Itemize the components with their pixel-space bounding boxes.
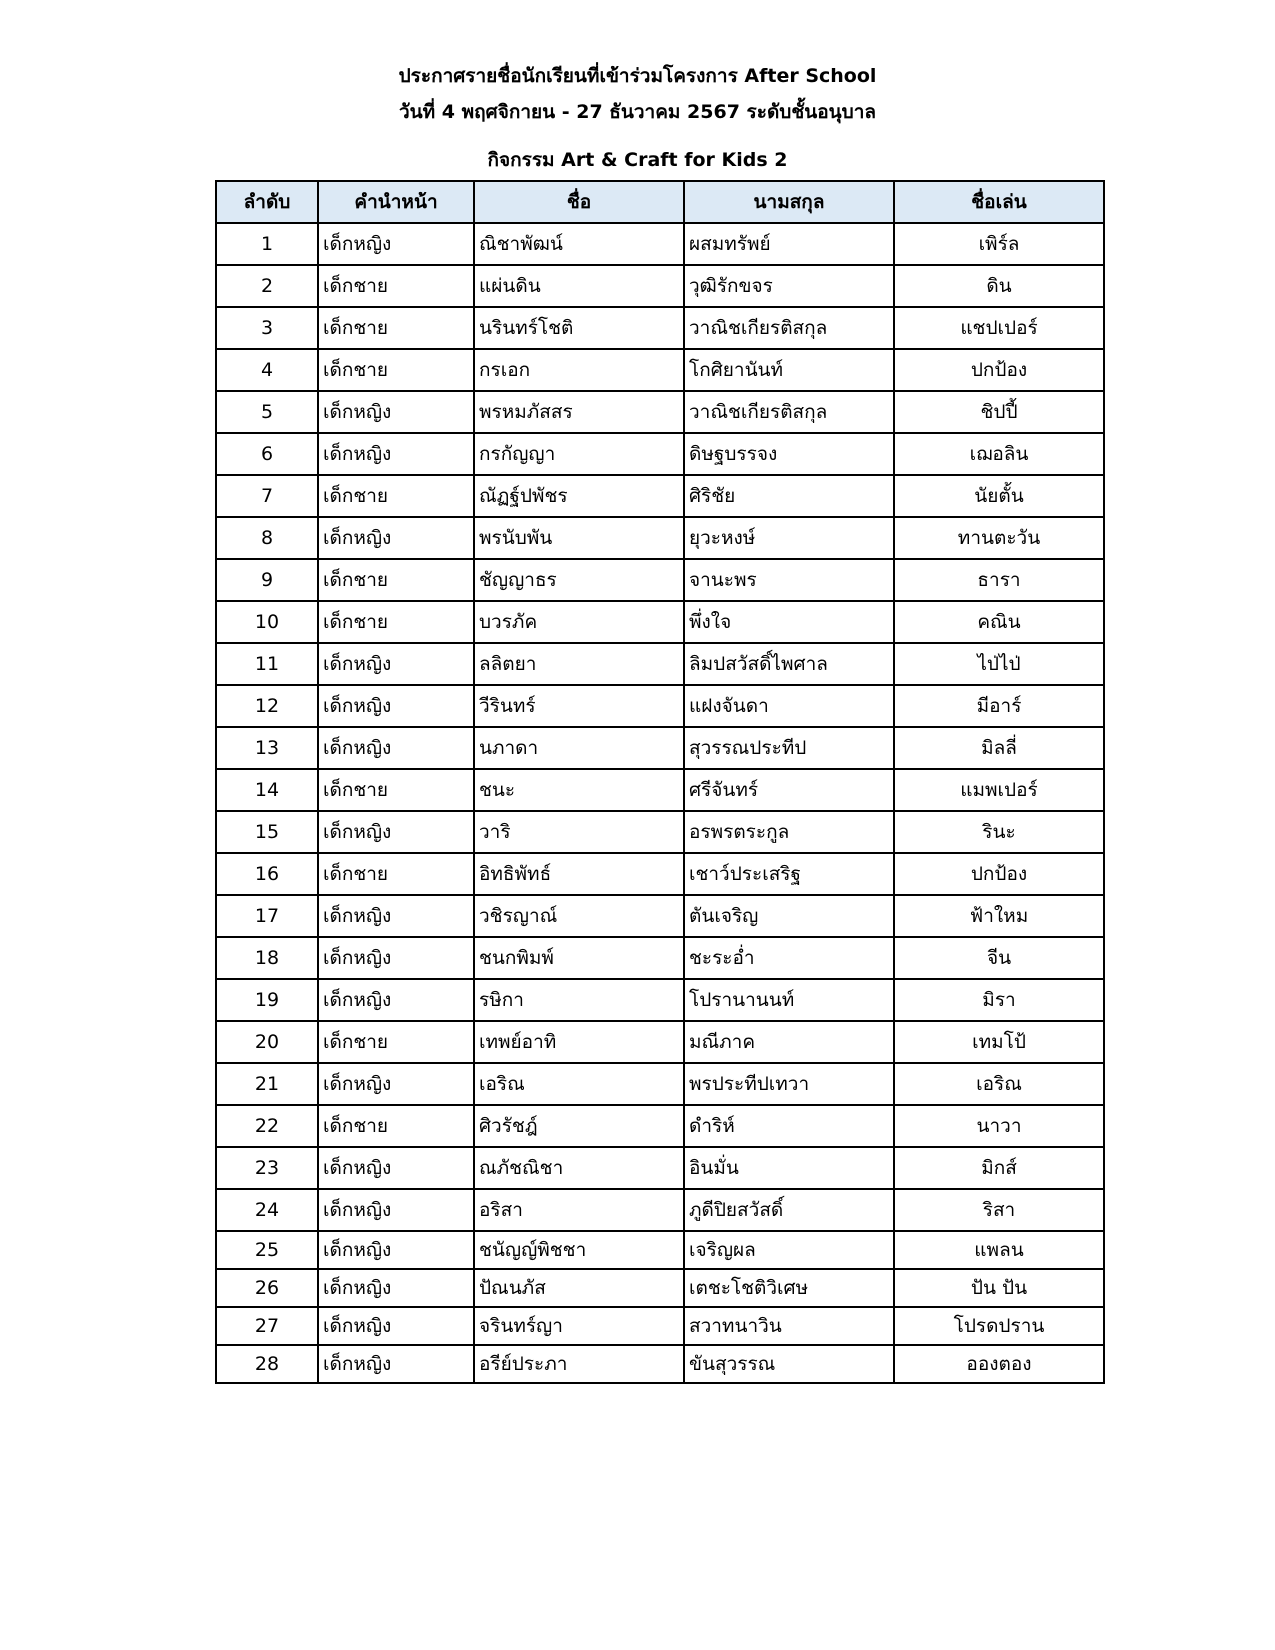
cell-nickname: โปรดปราน [894,1307,1104,1345]
cell-nickname: แชปเปอร์ [894,307,1104,349]
column-header-number: ลำดับ [216,181,318,223]
cell-prefix: เด็กชาย [318,475,474,517]
cell-prefix: เด็กชาย [318,601,474,643]
cell-nickname: คณิน [894,601,1104,643]
cell-prefix: เด็กชาย [318,349,474,391]
cell-nickname: ไป่ไป่ [894,643,1104,685]
cell-number: 26 [216,1269,318,1307]
cell-number: 8 [216,517,318,559]
cell-prefix: เด็กหญิง [318,1063,474,1105]
cell-last-name: ผสมทรัพย์ [684,223,894,265]
cell-prefix: เด็กหญิง [318,1189,474,1231]
cell-first-name: ชัญญาธร [474,559,684,601]
table-row [216,601,1104,643]
column-header-nickname: ชื่อเล่น [894,181,1104,223]
cell-last-name: เตชะโชติวิเศษ [684,1269,894,1307]
cell-prefix: เด็กหญิง [318,517,474,559]
cell-last-name: สุวรรณประทีป [684,727,894,769]
cell-last-name: ดำริห์ [684,1105,894,1147]
cell-number: 22 [216,1105,318,1147]
cell-first-name: อริสา [474,1189,684,1231]
cell-last-name: ภูดีปิยสวัสดิ์ [684,1189,894,1231]
cell-number: 2 [216,265,318,307]
cell-last-name: อินมั่น [684,1147,894,1189]
cell-nickname: ปกป้อง [894,853,1104,895]
cell-last-name: วาณิชเกียรติสกุล [684,391,894,433]
cell-last-name: ลิมปสวัสดิ์ไพศาล [684,643,894,685]
cell-prefix: เด็กหญิง [318,1231,474,1269]
cell-first-name: วีรินทร์ [474,685,684,727]
cell-prefix: เด็กหญิง [318,895,474,937]
cell-last-name: จานะพร [684,559,894,601]
table-row [216,433,1104,475]
table-row [216,265,1104,307]
cell-prefix: เด็กชาย [318,1021,474,1063]
column-header-last-name: นามสกุล [684,181,894,223]
cell-first-name: บวรภัค [474,601,684,643]
cell-number: 10 [216,601,318,643]
table-row [216,475,1104,517]
cell-last-name: พึ่งใจ [684,601,894,643]
cell-number: 27 [216,1307,318,1345]
table-row [216,349,1104,391]
cell-nickname: เทมโป้ [894,1021,1104,1063]
cell-first-name: ชนัญญ์พิชชา [474,1231,684,1269]
cell-nickname: แมพเปอร์ [894,769,1104,811]
cell-last-name: แฝงจันดา [684,685,894,727]
cell-first-name: ณิชาพัฒน์ [474,223,684,265]
cell-last-name: ตันเจริญ [684,895,894,937]
table-row [216,1269,1104,1307]
cell-prefix: เด็กหญิง [318,643,474,685]
table-row [216,979,1104,1021]
table-row [216,1189,1104,1231]
table-row [216,895,1104,937]
table-row [216,727,1104,769]
cell-number: 19 [216,979,318,1021]
cell-first-name: ชนะ [474,769,684,811]
cell-nickname: เฌอลิน [894,433,1104,475]
cell-number: 9 [216,559,318,601]
cell-number: 25 [216,1231,318,1269]
cell-first-name: ลลิตยา [474,643,684,685]
table-row [216,1105,1104,1147]
table-row [216,1307,1104,1345]
cell-first-name: รษิกา [474,979,684,1021]
cell-last-name: ศิริชัย [684,475,894,517]
cell-first-name: ณภัชณิชา [474,1147,684,1189]
cell-nickname: มิรา [894,979,1104,1021]
cell-number: 11 [216,643,318,685]
cell-prefix: เด็กหญิง [318,1269,474,1307]
cell-nickname: มิกส์ [894,1147,1104,1189]
cell-first-name: เทพย์อาทิ [474,1021,684,1063]
cell-prefix: เด็กชาย [318,853,474,895]
cell-nickname: นาวา [894,1105,1104,1147]
cell-prefix: เด็กชาย [318,307,474,349]
cell-first-name: นภาดา [474,727,684,769]
announcement-title: ประกาศรายชื่อนักเรียนที่เข้าร่วมโครงการ After School [398,65,877,87]
table-row [216,391,1104,433]
table-row [216,307,1104,349]
cell-number: 17 [216,895,318,937]
cell-prefix: เด็กหญิง [318,1345,474,1383]
column-header-prefix: คำนำหน้า [318,181,474,223]
table-row [216,811,1104,853]
cell-number: 18 [216,937,318,979]
table-row [216,517,1104,559]
cell-nickname: ฟ้าใหม [894,895,1104,937]
cell-nickname: แพลน [894,1231,1104,1269]
cell-first-name: จรินทร์ญา [474,1307,684,1345]
table-row [216,223,1104,265]
cell-first-name: พรนับพัน [474,517,684,559]
cell-nickname: มีอาร์ [894,685,1104,727]
cell-number: 21 [216,1063,318,1105]
cell-last-name: ดิษฐบรรจง [684,433,894,475]
student-roster-table [215,180,1105,1384]
activity-title: กิจกรรม Art & Craft for Kids 2 [487,149,788,171]
cell-first-name: นรินทร์โชติ [474,307,684,349]
column-header-first-name: ชื่อ [474,181,684,223]
cell-last-name: โกศิยานันท์ [684,349,894,391]
table-row [216,643,1104,685]
cell-last-name: เจริญผล [684,1231,894,1269]
cell-last-name: โปรานานนท์ [684,979,894,1021]
cell-last-name: สวาทนาวิน [684,1307,894,1345]
announcement-date-level: วันที่ 4 พฤศจิกายน - 27 ธันวาคม 2567 ระดับชั้นอนุบาล [398,101,877,123]
cell-prefix: เด็กชาย [318,559,474,601]
cell-prefix: เด็กหญิง [318,979,474,1021]
cell-prefix: เด็กชาย [318,769,474,811]
cell-nickname: รินะ [894,811,1104,853]
cell-prefix: เด็กหญิง [318,937,474,979]
cell-prefix: เด็กหญิง [318,685,474,727]
cell-last-name: วุฒิรักขจร [684,265,894,307]
cell-number: 24 [216,1189,318,1231]
cell-first-name: อรีย์ประภา [474,1345,684,1383]
cell-nickname: ปกป้อง [894,349,1104,391]
cell-nickname: ชิปปี้ [894,391,1104,433]
table-header-row [216,181,1104,223]
cell-nickname: ธารา [894,559,1104,601]
cell-nickname: ทานตะวัน [894,517,1104,559]
cell-last-name: พรประทีปเทวา [684,1063,894,1105]
cell-last-name: อรพรตระกูล [684,811,894,853]
table-row [216,1021,1104,1063]
cell-number: 16 [216,853,318,895]
table-row [216,1063,1104,1105]
cell-first-name: วาริ [474,811,684,853]
cell-nickname: ดิน [894,265,1104,307]
cell-nickname: อองตอง [894,1345,1104,1383]
cell-nickname: เพิร์ล [894,223,1104,265]
cell-prefix: เด็กหญิง [318,1147,474,1189]
cell-first-name: กรกัญญา [474,433,684,475]
cell-last-name: มณีภาค [684,1021,894,1063]
cell-first-name: ปัณนภัส [474,1269,684,1307]
cell-number: 28 [216,1345,318,1383]
cell-number: 3 [216,307,318,349]
cell-prefix: เด็กหญิง [318,1307,474,1345]
cell-first-name: ศิวรัชฎ์ [474,1105,684,1147]
cell-nickname: มิลลี่ [894,727,1104,769]
cell-first-name: เอริณ [474,1063,684,1105]
cell-last-name: ศรีจันทร์ [684,769,894,811]
cell-first-name: วชิรญาณ์ [474,895,684,937]
cell-nickname: ปัน ปัน [894,1269,1104,1307]
cell-prefix: เด็กหญิง [318,433,474,475]
cell-last-name: ชะระอ่ำ [684,937,894,979]
table-row [216,1231,1104,1269]
table-row [216,1147,1104,1189]
cell-last-name: ยุวะหงษ์ [684,517,894,559]
cell-first-name: ชนกพิมพ์ [474,937,684,979]
cell-last-name: ขันสุวรรณ [684,1345,894,1383]
cell-prefix: เด็กหญิง [318,223,474,265]
cell-number: 4 [216,349,318,391]
cell-first-name: พรหมภัสสร [474,391,684,433]
cell-number: 7 [216,475,318,517]
cell-number: 13 [216,727,318,769]
table-row [216,937,1104,979]
cell-nickname: เอริณ [894,1063,1104,1105]
cell-first-name: อิทธิพัทธ์ [474,853,684,895]
cell-number: 23 [216,1147,318,1189]
table-row [216,853,1104,895]
cell-number: 20 [216,1021,318,1063]
cell-first-name: กรเอก [474,349,684,391]
cell-number: 6 [216,433,318,475]
cell-number: 5 [216,391,318,433]
cell-number: 1 [216,223,318,265]
cell-number: 12 [216,685,318,727]
cell-prefix: เด็กหญิง [318,811,474,853]
cell-nickname: นัยตั้น [894,475,1104,517]
cell-prefix: เด็กชาย [318,265,474,307]
table-row [216,769,1104,811]
cell-prefix: เด็กชาย [318,1105,474,1147]
table-row [216,1345,1104,1383]
cell-prefix: เด็กหญิง [318,391,474,433]
table-row [216,685,1104,727]
cell-first-name: แผ่นดิน [474,265,684,307]
table-body [216,223,1104,1383]
cell-first-name: ณัฏฐ์ปพัชร [474,475,684,517]
cell-nickname: ริสา [894,1189,1104,1231]
cell-nickname: จีน [894,937,1104,979]
cell-number: 14 [216,769,318,811]
cell-prefix: เด็กหญิง [318,727,474,769]
table-row [216,559,1104,601]
cell-last-name: เชาว์ประเสริฐ [684,853,894,895]
cell-number: 15 [216,811,318,853]
cell-last-name: วาณิชเกียรติสกุล [684,307,894,349]
